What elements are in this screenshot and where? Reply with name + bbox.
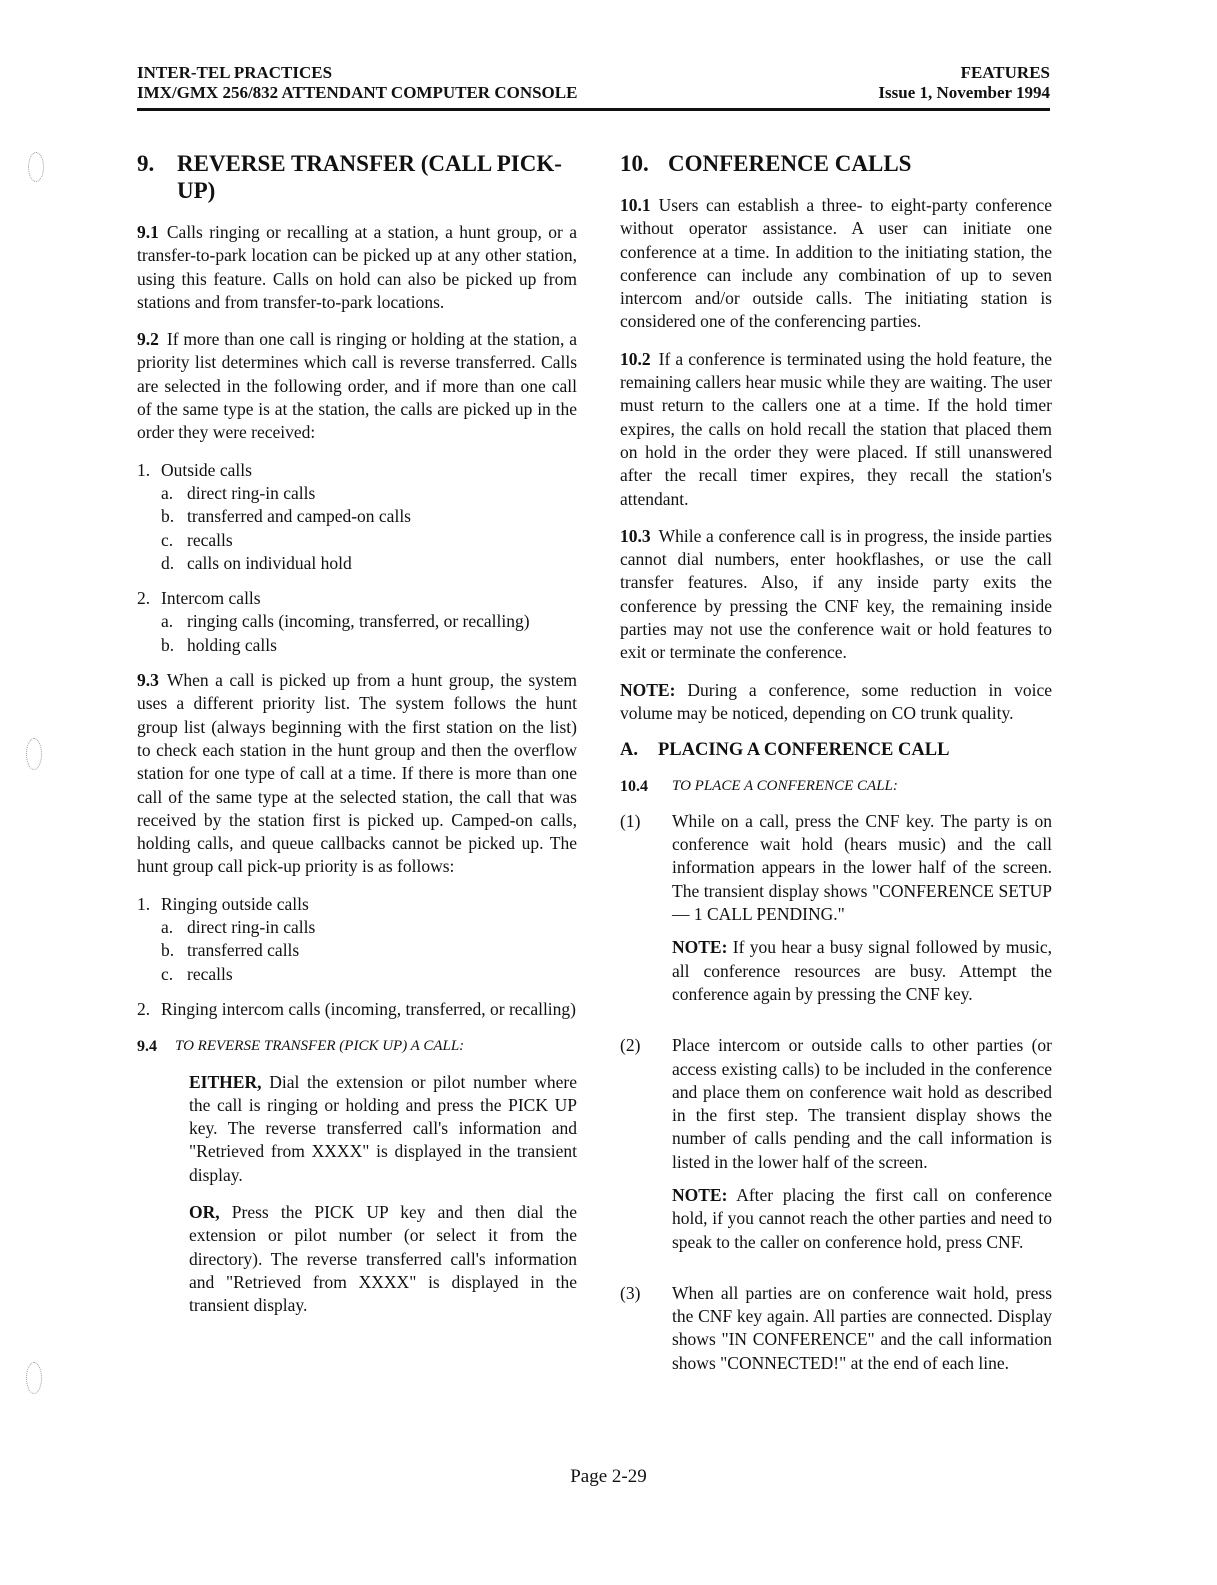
paragraph-9-3 (137, 669, 577, 879)
list-subitem (137, 634, 577, 657)
list-text: Outside calls (161, 459, 252, 480)
note-label: NOTE: (672, 1184, 728, 1205)
section-title: CONFERENCE CALLS (668, 151, 912, 176)
list-number: 2. (137, 998, 151, 1019)
paragraph-number: 9.1 (137, 222, 159, 242)
list-subitem (137, 529, 577, 552)
hunt-group-priority-list (137, 893, 577, 986)
procedure-step (620, 810, 1052, 1020)
list-subitem (137, 482, 577, 505)
list-text: recalls (187, 963, 233, 984)
paragraph-number: 9.4 (137, 1038, 157, 1056)
list-number: 1. (137, 893, 151, 914)
paragraph-number: 9.3 (137, 670, 159, 691)
procedure-title: TO PLACE A CONFERENCE CALL: (672, 777, 898, 794)
subsection-a-heading (620, 739, 1052, 762)
list-item (137, 587, 577, 610)
list-text: transferred calls (187, 940, 300, 961)
paragraph-text: When a call is picked up from a hunt group, the system uses a different priority list. The system follows the hunt group list (always beginning with the first station on the list) to check each station in the hunt group and then the overflow station for one type of call at a time. If there is more than one call of the same type at the selected station, the call that was received by the station first is picked up. Camped-on calls, holding calls, and queue callbacks cannot be picked up. The hunt group call pick-up priority is as follows: (137, 670, 577, 877)
step-note (672, 1184, 1052, 1254)
priority-list (137, 459, 577, 575)
section-number: 10. (620, 151, 649, 176)
section-number: 9. (137, 151, 155, 176)
step-number: (2) (620, 1035, 641, 1056)
priority-list (137, 587, 577, 657)
left-column (137, 150, 577, 1331)
paragraph-number: 9.2 (137, 329, 159, 350)
list-letter: b. (161, 940, 175, 961)
note-label: NOTE: (672, 937, 728, 958)
list-letter: c. (161, 529, 174, 550)
paragraph-number: 10.2 (620, 348, 651, 369)
list-item (137, 893, 577, 916)
note-text: After placing the first call on conference hold, if you cannot reach the other parties and need to speak to the caller on conference hold, press CNF. (672, 1184, 1052, 1252)
list-subitem (137, 610, 577, 633)
right-column (620, 150, 1052, 1389)
step-number: (1) (620, 810, 641, 831)
section-9-heading (137, 150, 577, 204)
section-title: REVERSE TRANSFER (CALL PICK-UP) (177, 151, 562, 203)
list-item (137, 998, 577, 1021)
section-10-heading (620, 150, 1052, 177)
list-subitem (137, 552, 577, 575)
procedure-or (189, 1201, 577, 1317)
list-subitem (137, 916, 577, 939)
list-text: direct ring-in calls (187, 482, 316, 503)
either-label: EITHER, (189, 1071, 262, 1092)
note-text: During a conference, some reduction in voice volume may be noticed, depending on CO trunk quality. (620, 679, 1052, 723)
list-letter: b. (161, 634, 175, 655)
paragraph-text: Users can establish a three- to eight-party conference without operator assistance. A user can initiate one conference at a time. In addition to the initiating station, the conference can include any combination of up to seven intercom and/or outside calls. The initiating station is considered one of the conferencing parties. (620, 195, 1052, 332)
header-right (878, 63, 1050, 103)
hunt-group-priority-list (137, 998, 577, 1021)
list-text: calls on individual hold (187, 552, 352, 573)
header-publisher: INTER-TEL PRACTICES (137, 63, 333, 82)
list-number: 2. (137, 588, 151, 609)
note-label: NOTE: (620, 679, 676, 700)
procedure-text: Press the PICK UP key and then dial the extension or pilot number (or select it from the directory). The reverse transferred call's information and "Retrieved from XXXX" is displayed in the transient display. (189, 1201, 577, 1316)
header-rule (137, 108, 1050, 111)
scan-speck (26, 1362, 42, 1394)
list-letter: a. (161, 917, 174, 938)
page-number: Page 2-29 (570, 1466, 647, 1487)
list-text: recalls (187, 529, 233, 550)
list-letter: a. (161, 611, 174, 632)
scan-speck (28, 152, 44, 182)
paragraph-10-3 (620, 525, 1052, 665)
subsection-title: PLACING A CONFERENCE CALL (658, 740, 950, 761)
paragraph-10-1 (620, 194, 1052, 334)
step-number: (3) (620, 1282, 641, 1303)
paragraph-text: Calls ringing or recalling at a station, a hunt group, or a transfer-to-park location can be picked up at any other station, using this feature. Calls on hold can also be picked up from stations and from transfer-to-park locations. (137, 222, 577, 312)
list-text: Ringing outside calls (161, 893, 309, 914)
list-subitem (137, 963, 577, 986)
scan-speck (26, 738, 42, 770)
list-subitem (137, 939, 577, 962)
step-note (672, 936, 1052, 1006)
list-item (137, 459, 577, 482)
list-text: ringing calls (incoming, transferred, or recalling) (187, 611, 530, 632)
header-issue: Issue 1, November 1994 (878, 83, 1050, 102)
procedure-step (620, 1034, 1052, 1268)
procedure-either (189, 1071, 577, 1187)
paragraph-text: If more than one call is ringing or holding at the station, a priority list determines which call is reverse transferred. Calls are selected in the following order, and if more than one call of the same type is at the station, the calls are picked up in the order they were received: (137, 329, 577, 443)
procedure-10-4-heading (620, 775, 1052, 798)
list-letter: c. (161, 963, 174, 984)
paragraph-9-2 (137, 328, 577, 444)
list-letter: a. (161, 482, 174, 503)
procedure-step (620, 1282, 1052, 1375)
or-label: OR, (189, 1201, 220, 1222)
list-text: Intercom calls (161, 588, 261, 609)
procedure-9-4-heading (137, 1035, 577, 1058)
step-text: When all parties are on conference wait hold, press the CNF key again. All parties are connected. Display shows "IN CONFERENCE" and the call information shows "CONNECTED!" at the end of each line. (672, 1282, 1052, 1373)
paragraph-number: 10.3 (620, 525, 651, 546)
paragraph-number: 10.4 (620, 777, 648, 795)
paragraph-text: If a conference is terminated using the hold feature, the remaining callers hear music while they are waiting. The user must return to the callers one at a time. If the hold timer expires, the calls on hold recall the station that placed them on hold in the order they were placed. If still unanswered after the recall timer expires, they recall the station's attendant. (620, 348, 1052, 509)
list-text: transferred and camped-on calls (187, 506, 411, 527)
list-text: Ringing intercom calls (incoming, transferred, or recalling) (161, 998, 577, 1019)
header-product: IMX/GMX 256/832 ATTENDANT COMPUTER CONSOLE (137, 83, 578, 102)
header-section: FEATURES (960, 63, 1050, 82)
procedure-steps (137, 1071, 577, 1318)
list-text: direct ring-in calls (187, 917, 316, 938)
step-text: Place intercom or outside calls to other parties (or access existing calls) to be included in the conference and place them on conference wait hold as described in the first step. The transient display shows the number of calls pending and the call information is listed in the lower half of the screen. (672, 1035, 1052, 1172)
list-text: holding calls (187, 634, 277, 655)
procedure-title: TO REVERSE TRANSFER (PICK UP) A CALL: (175, 1038, 465, 1055)
procedure-text: Dial the extension or pilot number where the call is ringing or holding and press the PICK UP key. The reverse transferred call's information and "Retrieved from XXXX" is displayed in the transient display. (189, 1071, 578, 1185)
paragraph-10-2 (620, 348, 1052, 511)
note-voice-volume (620, 679, 1052, 726)
subsection-letter: A. (620, 740, 638, 761)
paragraph-text: While a conference call is in progress, the inside parties cannot dial numbers, enter hookflashes, or use the call transfer features. Also, if any inside party exits the conference by pressing the CNF key, the remaining inside parties may not use the conference wait or hold features to exit or terminate the conference. (620, 525, 1052, 663)
paragraph-9-1 (137, 221, 577, 314)
list-letter: b. (161, 506, 175, 527)
note-text: If you hear a busy signal followed by music, all conference resources are busy. Attempt the conference again by pressing the CNF key. (672, 937, 1053, 1004)
list-number: 1. (137, 459, 151, 480)
header-left (137, 63, 577, 103)
list-letter: d. (161, 552, 175, 573)
step-text: While on a call, press the CNF key. The party is on conference wait hold (hears music) and the call information appears in the lower half of the screen. The transient display shows "CONFERENCE SETUP — 1 CALL PENDING." (672, 810, 1052, 925)
list-subitem (137, 505, 577, 528)
paragraph-number: 10.1 (620, 195, 651, 215)
